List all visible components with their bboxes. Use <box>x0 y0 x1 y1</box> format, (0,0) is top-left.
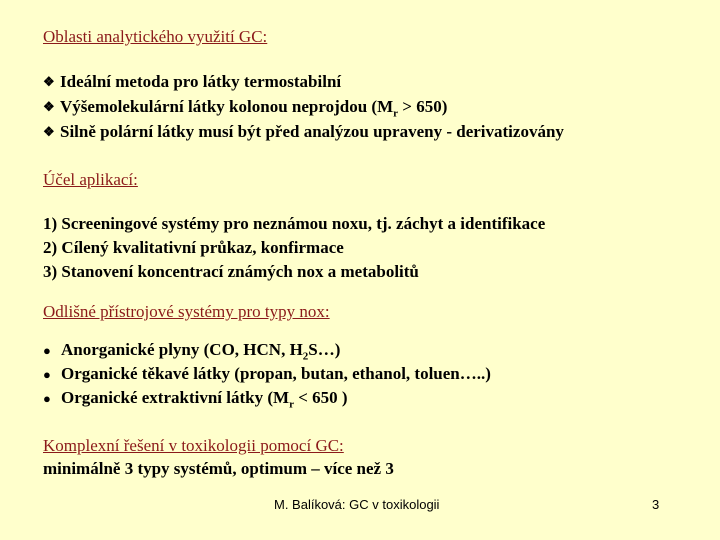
section1-item-1: ❖ Ideální metoda pro látky termostabilní <box>43 72 342 91</box>
diamond-bullet-icon: ❖ <box>43 124 55 139</box>
section2-item-3: 3) Stanovení koncentrací známých nox a metabolitů <box>43 262 419 281</box>
footer-author: M. Balíková: GC v toxikologii <box>274 497 440 512</box>
section3-title: Odlišné přístrojové systémy pro typy nox: <box>43 302 330 321</box>
section1-title: Oblasti analytického využití GC: <box>43 27 268 46</box>
section2-item-1: 1) Screeningové systémy pro neznámou noxu, tj. záchyt a identifikace <box>43 214 546 233</box>
bullet-icon: ● <box>43 391 51 406</box>
section3-item-1: ● Anorganické plyny (CO, HCN, $H_2S\dots$) <box>43 340 341 363</box>
section4-title: Komplexní řešení v toxikologii pomocí GC: <box>43 436 344 455</box>
section1-item-2: ❖ Výšemolekulární látky kolonou neprojdou $(M_r > 650)$ <box>43 97 448 120</box>
diamond-bullet-icon: ❖ <box>43 74 55 89</box>
bullet-icon: ● <box>43 367 51 382</box>
section1-item-3: ❖ Silně polární látky musí být před analýzou upraveny - derivatizovány <box>43 122 564 141</box>
page-number: 3 <box>652 497 660 512</box>
section3-item-2: ● Organické těkavé látky (propan, butan, ethanol, toluen…..) <box>43 364 491 383</box>
section3-item-3: ● Organické extraktivní látky ($M_r < 650$ ) <box>43 388 348 411</box>
section2-title: Účel aplikací: <box>43 170 138 189</box>
bullet-icon: ● <box>43 343 51 358</box>
section2-item-2: 2) Cílený kvalitativní průkaz, konfirmace <box>43 238 344 257</box>
diamond-bullet-icon: ❖ <box>43 99 55 114</box>
section4-line: minimálně 3 typy systémů, optimum – více než 3 <box>43 459 394 478</box>
